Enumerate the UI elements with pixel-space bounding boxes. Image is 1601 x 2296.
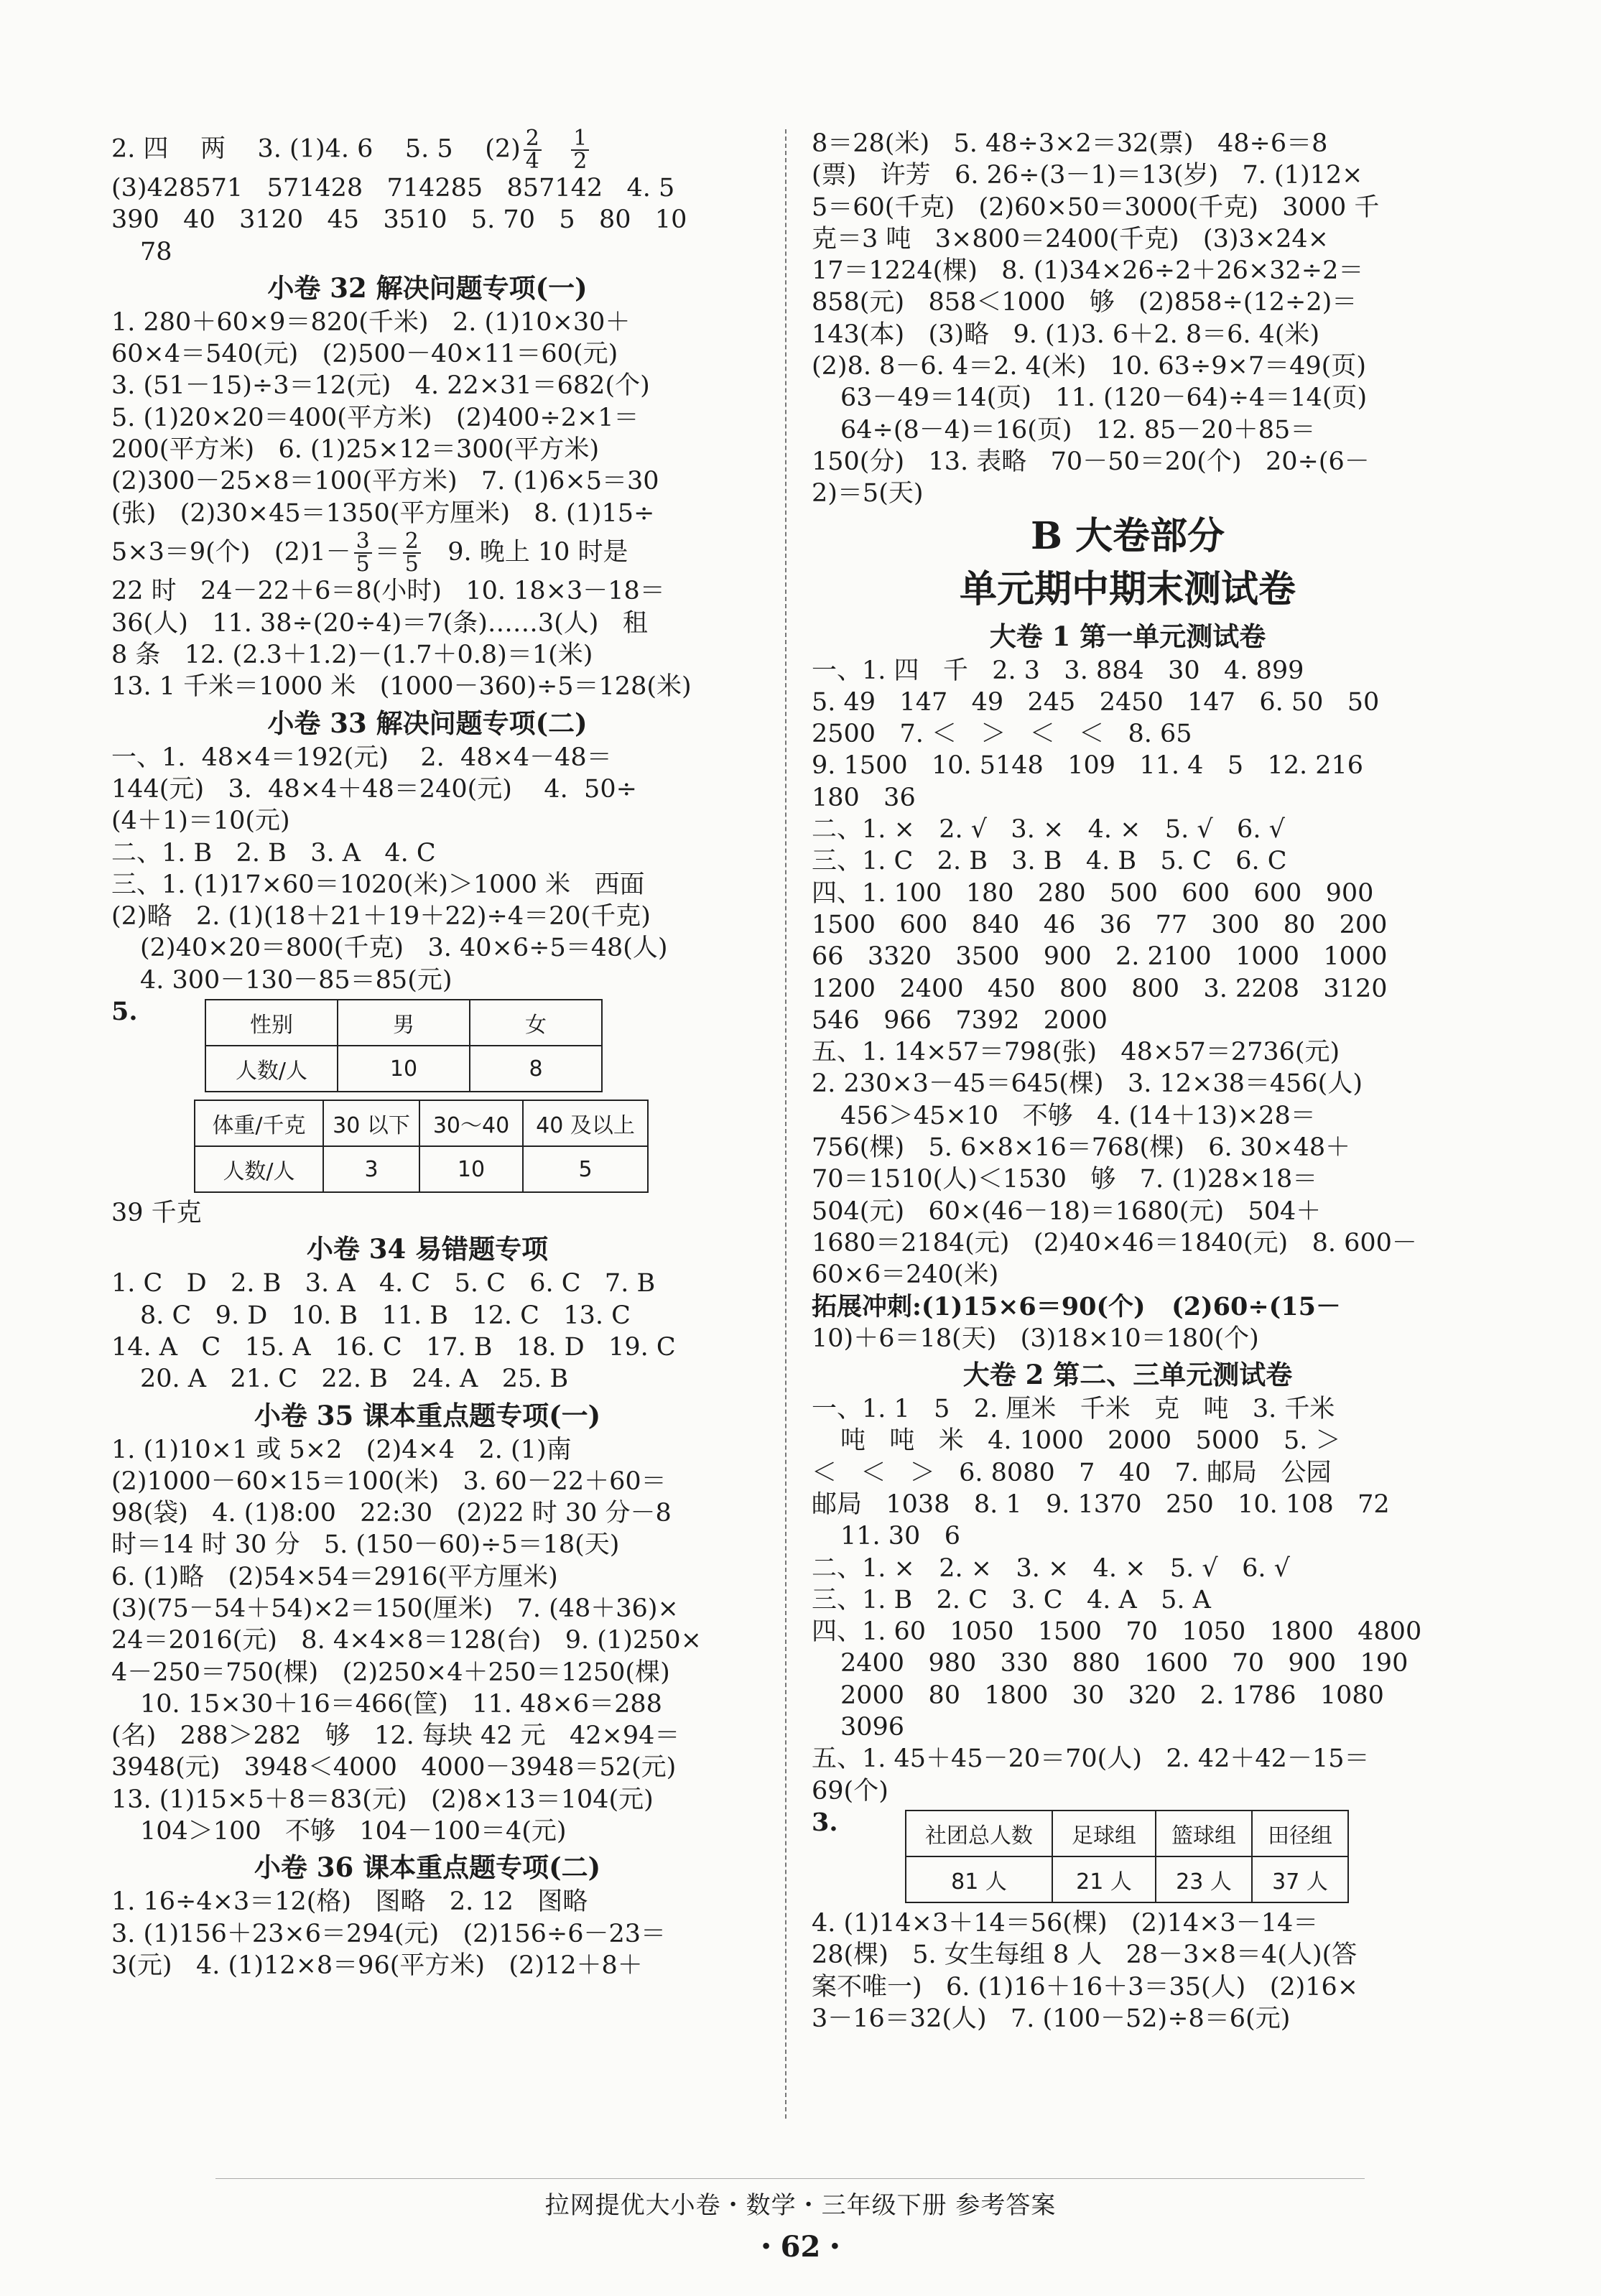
table-cell: 田径组 (1252, 1811, 1348, 1856)
answer-line: 13. 1 千米＝1000 米 (1000－360)÷5＝128(米) (111, 672, 692, 702)
table-cell: 10 (419, 1146, 523, 1192)
answer-line: 拓展冲刺:(1)15×6＝90(个) (2)60÷(15－ (812, 1291, 1341, 1321)
answer-line: 二、1. B 2. B 3. A 4. C (111, 838, 436, 868)
answer-line: 858(元) 858＜1000 够 (2)858÷(12÷2)＝ (812, 288, 1358, 317)
answer-line: 2. 四 两 3. (1)4. 6 5. 5 (2) $\frac{2}{4}$ $\frac{1}{2}$ (111, 128, 743, 172)
answer-line: 四、1. 100 180 280 500 600 600 900 (812, 878, 1374, 908)
section-title-36: 小卷 36 课本重点题专项(二) (254, 1851, 601, 1884)
answer-line: 756(棵) 5. 6×8×16＝768(棵) 6. 30×48＋ (812, 1133, 1351, 1163)
answer-line: 邮局 1038 8. 1 9. 1370 250 10. 108 72 (812, 1489, 1390, 1519)
answer-line: 案不唯一) 6. (1)16＋16＋3＝35(人) (2)16× (812, 1972, 1359, 2002)
answer-line: 五、1. 45＋45－20＝70(人) 2. 42＋42－15＝ (812, 1744, 1370, 1774)
section-32-body (111, 307, 743, 703)
table-cell: 社团总人数 (906, 1811, 1052, 1856)
answer-line: 3－16＝32(人) 7. (100－52)÷8＝6(元) (812, 2004, 1291, 2033)
table-cell: 3 (323, 1146, 419, 1192)
section-33-body (111, 742, 743, 1230)
table-cell: 40 及以上 (523, 1100, 648, 1146)
answer-line: 98(袋) 4. (1)8:00 22:30 (2)22 时 30 分－8 (111, 1499, 672, 1528)
answer-line: 13. (1)15×5＋8＝83(元) (2)8×13＝104(元) (111, 1785, 654, 1814)
answer-line: (2)1000－60×15＝100(米) 3. 60－22＋60＝ (111, 1467, 667, 1496)
answer-line: 1. (1)10×1 或 5×2 (2)4×4 2. (1)南 (111, 1435, 572, 1464)
question-number: 5. (111, 997, 138, 1027)
answer-line: (2)300－25×8＝100(平方米) 7. (1)6×5＝30 (111, 467, 659, 496)
answer-line: 三、1. (1)17×60＝1020(米)＞1000 米 西面 (111, 870, 645, 899)
table-cell: 足球组 (1052, 1811, 1156, 1856)
answer-line: 64÷(8－4)＝16(页) 12. 85－20＋85＝ (840, 415, 1316, 445)
part-b-subtitle: 单元期中期末测试卷 (959, 567, 1296, 611)
table-cell: 30～40 (419, 1100, 523, 1146)
fraction: $\frac{2}{4}$ (524, 128, 542, 172)
table-cell: 女 (470, 1000, 602, 1046)
answer-line: (3)(75－54＋54)×2＝150(厘米) 7. (48＋36)× (111, 1594, 679, 1623)
left-column (111, 128, 743, 1981)
answer-line: 8. C 9. D 10. B 11. B 12. C 13. C (140, 1301, 631, 1330)
table-cell: 37 人 (1252, 1856, 1348, 1902)
table-cell: 81 人 (906, 1856, 1052, 1902)
section-title-35: 小卷 35 课本重点题专项(一) (254, 1399, 601, 1431)
answer-line: 4. 300－130－85＝85(元) (140, 965, 453, 995)
answer-line: 三、1. B 2. C 3. C 4. A 5. A (812, 1585, 1211, 1614)
table-cell: 人数/人 (195, 1146, 323, 1192)
answer-line: ＜ ＜ ＞ 6. 8080 7 40 7. 邮局 公园 (812, 1458, 1332, 1487)
fraction: $\frac{1}{2}$ (571, 128, 589, 172)
answer-line: 504(元) 60×(46－18)＝1680(元) 504＋ (812, 1196, 1322, 1226)
table-cell: 8 (470, 1046, 602, 1092)
answer-line: 143(本) (3)略 9. (1)3. 6＋2. 8＝6. 4(米) (812, 320, 1320, 349)
answer-line: 5＝60(千克) (2)60×50＝3000(千克) 3000 千 (812, 192, 1380, 222)
answer-line: 5. 49 147 49 245 2450 147 6. 50 50 (812, 687, 1380, 717)
answer-line: 3. (1)156＋23×6＝294(元) (2)156÷6－23＝ (111, 1919, 667, 1948)
answer-line: 8 条 12. (2.3＋1.2)－(1.7＋0.8)＝1(米) (111, 641, 593, 670)
table-cell: 23 人 (1156, 1856, 1252, 1902)
right-column (812, 128, 1444, 2035)
continued-answers (812, 128, 1444, 510)
answer-line: 2500 7. ＜ ＞ ＜ ＜ 8. 65 (812, 720, 1192, 749)
answer-line: 70＝1510(人)＜1530 够 7. (1)28×18＝ (812, 1165, 1318, 1194)
exam-2-body (812, 1393, 1444, 2035)
gender-table-block (111, 996, 743, 1097)
answer-line: 五、1. 14×57＝798(张) 48×57＝2736(元) (812, 1038, 1340, 1067)
answer-line: 3096 (840, 1713, 905, 1742)
club-table (905, 1810, 1349, 1903)
table-cell: 21 人 (1052, 1856, 1156, 1902)
exam-1-body (812, 655, 1444, 1355)
section-34-body (111, 1268, 743, 1395)
answer-line: 2)＝5(天) (812, 479, 924, 508)
fraction: $\frac{2}{5}$ (403, 531, 421, 575)
table-cell: 男 (338, 1000, 470, 1046)
answer-line: 三、1. C 2. B 3. B 4. B 5. C 6. C (812, 847, 1287, 876)
answer-line: 2000 80 1800 30 320 2. 1786 1080 (840, 1681, 1384, 1710)
answer-line: 吨 吨 米 4. 1000 2000 5000 5. ＞ (840, 1426, 1341, 1456)
table-cell: 5 (523, 1146, 648, 1192)
section-title-34: 小卷 34 易错题专项 (306, 1233, 549, 1265)
answer-line: 60×4＝540(元) (2)500－40×11＝60(元) (111, 340, 618, 369)
exam-title-2: 大卷 2 第二、三单元测试卷 (962, 1359, 1293, 1391)
page-number: ・62・ (751, 2230, 850, 2264)
answer-line: 10)＋6＝18(天) (3)18×10＝180(个) (812, 1324, 1259, 1353)
answer-line-fraction: 5×3＝9(个) (2)1－ $\frac{3}{5}$ ＝ $\frac{2}{5}$ 9. 晚上 10 时是 (111, 529, 628, 577)
answer-line: 时＝14 时 30 分 5. (150－60)÷5＝18(天) (111, 1530, 620, 1560)
answer-line: 二、1. × 2. × 3. × 4. × 5. √ 6. √ (812, 1553, 1290, 1583)
answer-line: 2. 230×3－45＝645(棵) 3. 12×38＝456(人) (812, 1069, 1363, 1099)
answer-line: 24＝2016(元) 8. 4×4×8＝128(台) 9. (1)250× (111, 1626, 702, 1655)
weight-table (194, 1100, 649, 1193)
part-b-title: B 大卷部分 (1030, 513, 1225, 558)
answer-line: (2)40×20＝800(千克) 3. 40×6÷5＝48(人) (140, 934, 668, 963)
answer-line: (票) 许芳 6. 26÷(3－1)＝13(岁) 7. (1)12× (812, 161, 1363, 190)
table-cell: 10 (338, 1046, 470, 1092)
gender-table (205, 999, 603, 1092)
answer-line: 104＞100 不够 104－100＝4(元) (140, 1817, 567, 1846)
answer-line: 69(个) (812, 1776, 888, 1805)
answer-line: 10. 15×30＋16＝466(筐) 11. 48×6＝288 (140, 1689, 662, 1719)
fraction: $\frac{3}{5}$ (354, 531, 372, 575)
answer-line: 200(平方米) 6. (1)25×12＝300(平方米) (111, 435, 600, 465)
answer-line: 1. 280＋60×9＝820(千米) 2. (1)10×30＋ (111, 307, 631, 337)
answer-line: 8＝28(米) 5. 48÷3×2＝32(票) 48÷6＝8 (812, 129, 1328, 158)
table-cell: 体重/千克 (195, 1100, 323, 1146)
answer-line: 546 966 7392 2000 (812, 1005, 1108, 1035)
answer-line: 1200 2400 450 800 800 3. 2208 3120 (812, 974, 1388, 1003)
answer-line: (名) 288＞282 够 12. 每块 42 元 42×94＝ (111, 1721, 680, 1751)
section-title-32: 小卷 32 解决问题专项(一) (267, 271, 588, 304)
answer-line: 20. A 21. C 22. B 24. A 25. B (140, 1365, 569, 1394)
answer-line: 22 时 24－22＋6＝8(小时) 10. 18×3－18＝ (111, 577, 665, 606)
answer-line: 一、1. 1 5 2. 厘米 千米 克 吨 3. 千米 (812, 1395, 1335, 1424)
answer-line: 1500 600 840 46 36 77 300 80 200 (812, 910, 1388, 939)
answer-line: 14. A C 15. A 16. C 17. B 18. D 19. C (111, 1332, 676, 1362)
footer-rule (215, 2178, 1365, 2179)
table-cell: 篮球组 (1156, 1811, 1252, 1856)
answer-line: 39 千克 (111, 1199, 202, 1228)
club-table-block (812, 1807, 1444, 1907)
section-title-33: 小卷 33 解决问题专项(二) (267, 707, 588, 739)
answer-line: 一、1. 四 千 2. 3 3. 884 30 4. 899 (812, 656, 1304, 685)
answer-line: 60×6＝240(米) (812, 1260, 999, 1290)
answer-line: 9. 1500 10. 5148 109 11. 4 5 12. 216 (812, 751, 1364, 781)
section-35-body (111, 1434, 743, 1848)
answer-line: 144(元) 3. 48×4＋48＝240(元) 4. 50÷ (111, 774, 637, 804)
page-footer: 拉网提优大小卷・数学・三年级下册 参考答案 (544, 2191, 1057, 2220)
exam-title-1: 大卷 1 第一单元测试卷 (989, 620, 1266, 652)
answer-line: 150(分) 13. 表略 70－50＝20(个) 20÷(6－ (812, 447, 1370, 476)
answer-line: 1. 16÷4×3＝12(格) 图略 2. 12 图略 (111, 1887, 588, 1917)
answer-line: 1. C D 2. B 3. A 4. C 5. C 6. C 7. B (111, 1269, 656, 1298)
answer-line: 4. (1)14×3＋14＝56(棵) (2)14×3－14＝ (812, 1908, 1319, 1938)
answer-line: (2)8. 8－6. 4＝2. 4(米) 10. 63÷9×7＝49(页) (812, 352, 1366, 381)
answer-line: 一、1. 48×4＝192(元) 2. 48×4－48＝ (111, 743, 612, 772)
table-cell: 人数/人 (205, 1046, 338, 1092)
answer-line: 6. (1)略 (2)54×54＝2916(平方厘米) (111, 1562, 558, 1591)
answer-line: 78 (140, 237, 172, 266)
answer-line: 11. 30 6 (840, 1522, 960, 1551)
answer-line: 390 40 3120 45 3510 5. 70 5 80 10 (111, 205, 687, 235)
table-cell: 30 以下 (323, 1100, 419, 1146)
answer-line: 3. (51－15)÷3＝12(元) 4. 22×31＝682(个) (111, 371, 650, 401)
answer-line: 28(棵) 5. 女生每组 8 人 28－3×8＝4(人)(答 (812, 1941, 1358, 1970)
answer-line: 17＝1224(棵) 8. (1)34×26÷2＋26×32÷2＝ (812, 256, 1364, 286)
answer-line: 180 36 (812, 783, 916, 812)
answer-line: 3948(元) 3948＜4000 4000－3948＝52(元) (111, 1753, 677, 1783)
answer-line: 四、1. 60 1050 1500 70 1050 1800 4800 (812, 1617, 1422, 1647)
answer-line: 63－49＝14(页) 11. (120－64)÷4＝14(页) (840, 384, 1368, 413)
answer-line: 二、1. × 2. √ 3. × 4. × 5. √ 6. √ (812, 815, 1285, 845)
question-number: 3. (812, 1807, 838, 1837)
section-36-body (111, 1886, 743, 1981)
answer-line: (3)428571 571428 714285 857142 4. 5 (111, 174, 675, 203)
answer-line: 456＞45×10 不够 4. (14＋13)×28＝ (840, 1101, 1316, 1130)
answer-line: 5. (1)20×20＝400(平方米) (2)400÷2×1＝ (111, 403, 639, 432)
answer-line: 36(人) 11. 38÷(20÷4)＝7(条)……3(人) 租 (111, 608, 648, 638)
column-divider (785, 129, 786, 2119)
answer-line: (2)略 2. (1)(18＋21＋19＋22)÷4＝20(千克) (111, 902, 651, 931)
answer-line: 1680＝2184(元) (2)40×46＝1840(元) 8. 600－ (812, 1228, 1417, 1258)
answer-line: 3(元) 4. (1)12×8＝96(平方米) (2)12＋8＋ (111, 1951, 643, 1980)
answer-line: 克＝3 吨 3×800＝2400(千克) (3)3×24× (812, 224, 1329, 254)
answer-line: 2400 980 330 880 1600 70 900 190 (840, 1649, 1409, 1678)
answer-line: 4－250＝750(棵) (2)250×4＋250＝1250(棵) (111, 1658, 670, 1687)
answer-line: 66 3320 3500 900 2. 2100 1000 1000 (812, 942, 1388, 972)
table-cell: 性别 (205, 1000, 338, 1046)
answer-line: (4＋1)＝10(元) (111, 807, 290, 836)
answer-line: (张) (2)30×45＝1350(平方厘米) 8. (1)15÷ (111, 498, 655, 528)
